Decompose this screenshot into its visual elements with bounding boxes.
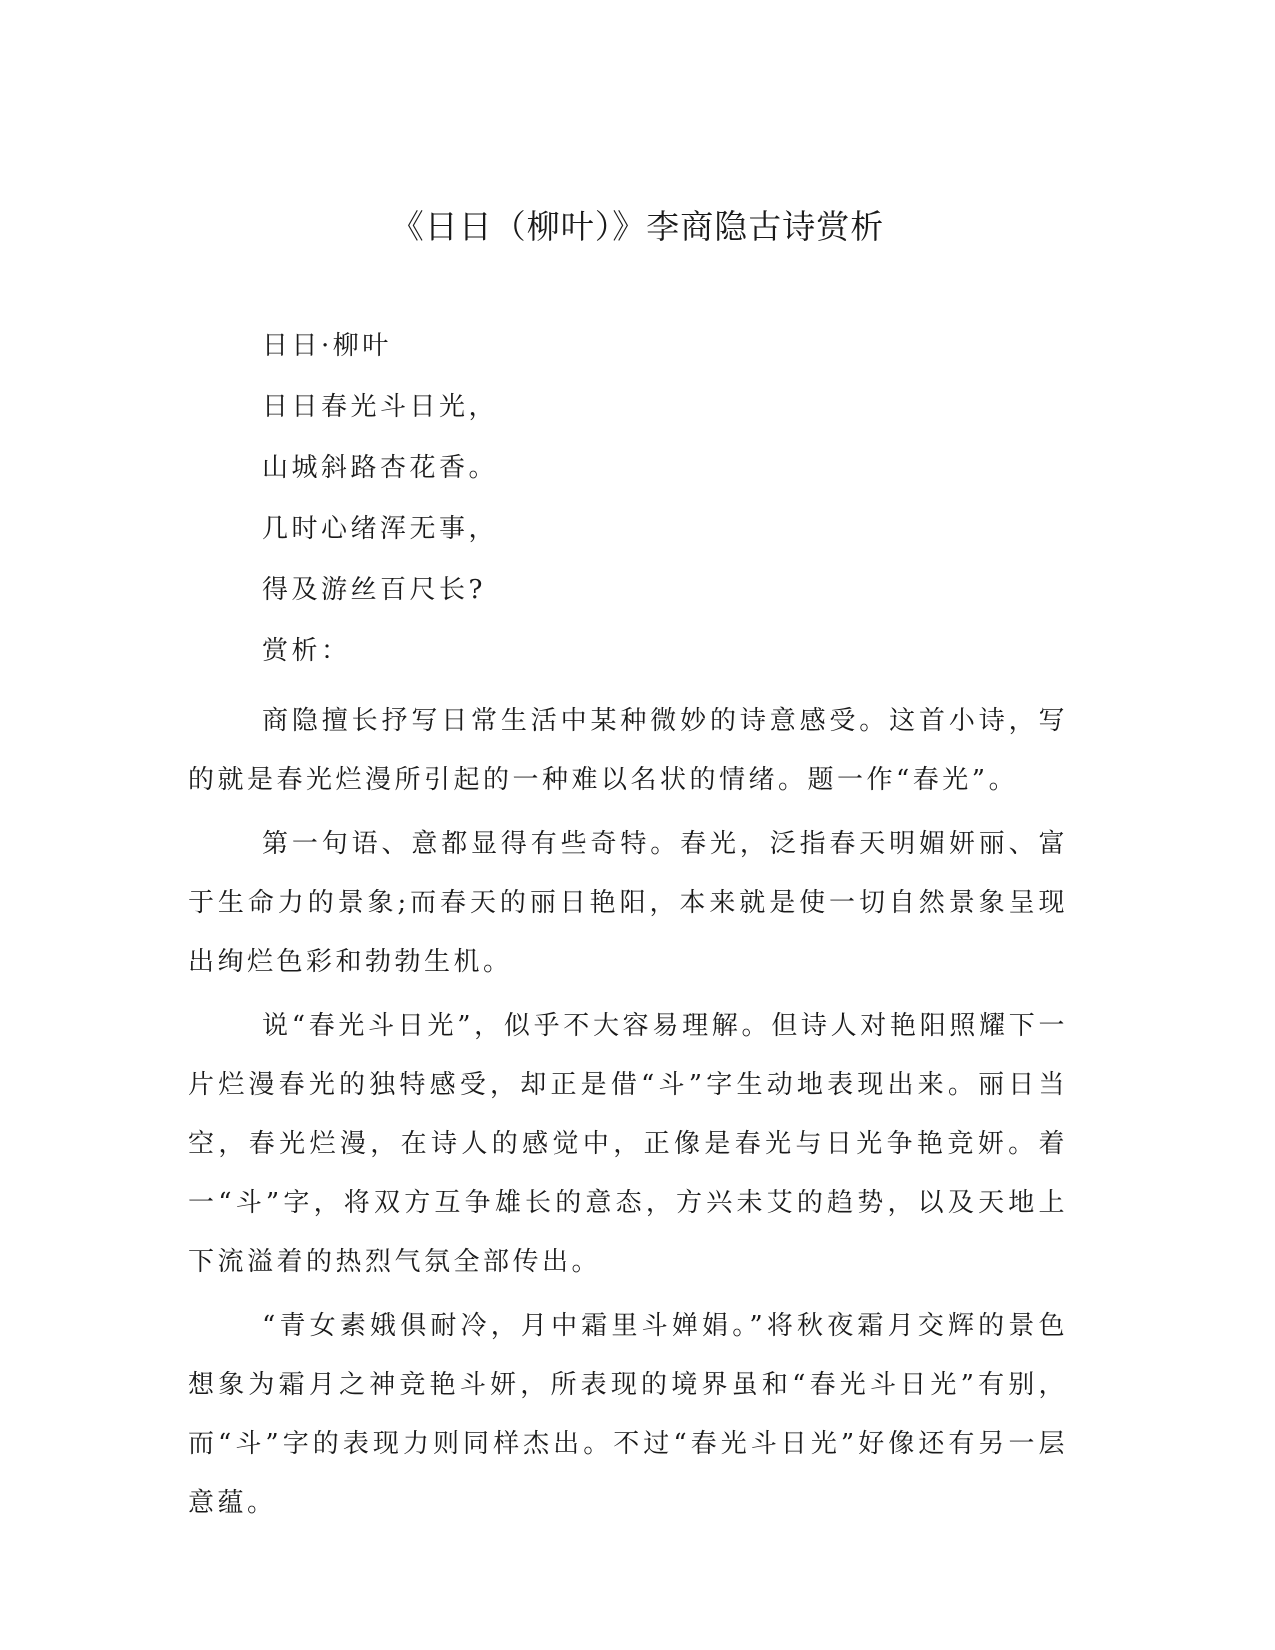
analysis-paragraph-3: 说“春光斗日光”，似乎不大容易理解。但诗人对艳阳照耀下一片烂漫春光的独特感受，却正是借“斗”字生动地表现出来。丽日当空，春光烂漫，在诗人的感觉中，正像是春光与日光争艳竞妍。着一“斗”字，将双方互争雄长的意态，方兴未艾的趋势，以及天地上下流溢着的热烈气氛全部传出。 xyxy=(188,1011,1068,1277)
poem-line-4: 得及游丝百尺长? xyxy=(262,575,486,605)
document-body xyxy=(188,326,1068,1538)
poem-line-1: 日日春光斗日光， xyxy=(262,392,499,422)
analysis-paragraph-2: 第一句语、意都显得有些奇特。春光，泛指春天明媚妍丽、富于生命力的景象;而春天的丽日艳阳，本来就是使一切自然景象呈现出绚烂色彩和勃勃生机。 xyxy=(188,829,1068,977)
poem-heading: 日日·柳叶 xyxy=(262,331,392,361)
document-title: 《日日（柳叶）》李商隐古诗赏析 xyxy=(390,207,885,246)
analysis-label: 赏析： xyxy=(262,636,351,666)
poem-line-2: 山城斜路杏花香。 xyxy=(262,453,499,483)
poem-line-3: 几时心绪浑无事， xyxy=(262,514,499,544)
analysis-paragraph-1: 商隐擅长抒写日常生活中某种微妙的诗意感受。这首小诗，写的就是春光烂漫所引起的一种难以名状的情绪。题一作“春光”。 xyxy=(188,706,1068,795)
analysis-paragraph-4: “青女素娥俱耐冷，月中霜里斗婵娟。”将秋夜霜月交辉的景色想象为霜月之神竞艳斗妍，所表现的境界虽和“春光斗日光”有别，而“斗”字的表现力则同样杰出。不过“春光斗日光”好像还有另一层意蕴。 xyxy=(188,1311,1068,1518)
